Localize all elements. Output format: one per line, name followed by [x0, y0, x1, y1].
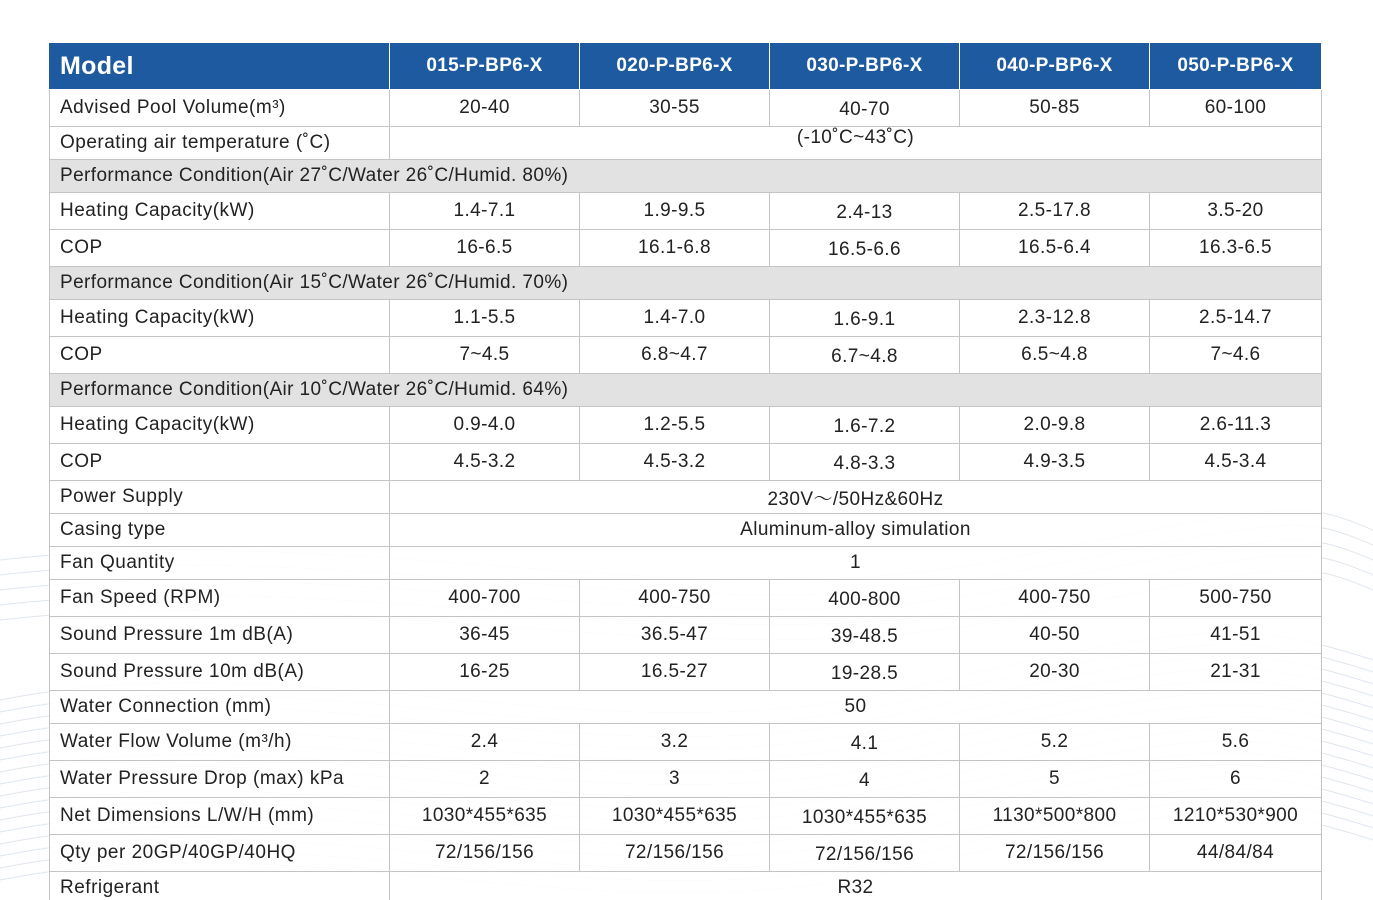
cell-value: 7~4.5 — [390, 337, 580, 374]
cell-value: 2.5-17.8 — [960, 193, 1150, 230]
row-label: Power Supply — [50, 481, 390, 514]
cell-value: 36.5-47 — [580, 617, 770, 654]
row-water-connection — [50, 691, 1322, 724]
cell-value: 50-85 — [960, 90, 1150, 127]
cell-value: 44/84/84 — [1150, 835, 1322, 872]
cell-value: 16-25 — [390, 654, 580, 691]
cell-value: 400-750 — [580, 580, 770, 617]
cell-value: 16.1-6.8 — [580, 230, 770, 267]
cell-value: 1030*455*635 — [390, 798, 580, 835]
cell-value: 1030*455*635 — [770, 798, 960, 835]
cell-value: 7~4.6 — [1150, 337, 1322, 374]
cell-value: 4.5-3.2 — [580, 444, 770, 481]
row-casing-type — [50, 514, 1322, 547]
section-condition-10 — [50, 374, 1322, 407]
row-label: Qty per 20GP/40GP/40HQ — [50, 835, 390, 872]
cell-value: 20-40 — [390, 90, 580, 127]
cell-value: 3 — [580, 761, 770, 798]
row-label: Fan Speed (RPM) — [50, 580, 390, 617]
cell-value: 19-28.5 — [770, 654, 960, 691]
cell-value: 3.5-20 — [1150, 193, 1322, 230]
row-label: COP — [50, 230, 390, 267]
model-name: 050-P-BP6-X — [1150, 43, 1322, 90]
model-name: 030-P-BP6-X — [770, 43, 960, 90]
cell-value: 4 — [770, 761, 960, 798]
cell-value: 16.5-27 — [580, 654, 770, 691]
row-label: Sound Pressure 1m dB(A) — [50, 617, 390, 654]
cell-value: 16.3-6.5 — [1150, 230, 1322, 267]
section-title: Performance Condition(Air 10˚C/Water 26˚C/Humid. 64%) — [50, 374, 1322, 407]
section-title: Performance Condition(Air 15˚C/Water 26˚C/Humid. 70%) — [50, 267, 1322, 300]
row-power-supply — [50, 481, 1322, 514]
cell-value: 30-55 — [580, 90, 770, 127]
cell-value: 72/156/156 — [390, 835, 580, 872]
cell-value-merged: 230V～/50Hz&60Hz — [390, 481, 1322, 514]
row-label: Water Flow Volume (m³/h) — [50, 724, 390, 761]
row-label: Water Pressure Drop (max) kPa — [50, 761, 390, 798]
row-label: Heating Capacity(kW) — [50, 193, 390, 230]
row-water-flow — [50, 724, 1322, 761]
model-header: Model — [50, 43, 390, 90]
row-net-dimensions — [50, 798, 1322, 835]
cell-value: 60-100 — [1150, 90, 1322, 127]
row-water-pressure-drop — [50, 761, 1322, 798]
cell-value: 36-45 — [390, 617, 580, 654]
cell-value-merged: 50 — [390, 691, 1322, 724]
cell-value: 3.2 — [580, 724, 770, 761]
cell-value: 400-700 — [390, 580, 580, 617]
cell-value: 40-50 — [960, 617, 1150, 654]
row-label: Net Dimensions L/W/H (mm) — [50, 798, 390, 835]
cell-value: 1.1-5.5 — [390, 300, 580, 337]
cell-value: 2.0-9.8 — [960, 407, 1150, 444]
cell-value: 16.5-6.4 — [960, 230, 1150, 267]
model-name: 040-P-BP6-X — [960, 43, 1150, 90]
row-heating-capacity-a — [50, 193, 1322, 230]
row-label: Sound Pressure 10m dB(A) — [50, 654, 390, 691]
row-heating-capacity-c — [50, 407, 1322, 444]
cell-value: 1210*530*900 — [1150, 798, 1322, 835]
row-label: Heating Capacity(kW) — [50, 300, 390, 337]
section-condition-15 — [50, 267, 1322, 300]
cell-value: 500-750 — [1150, 580, 1322, 617]
cell-value: 2 — [390, 761, 580, 798]
cell-value: 5 — [960, 761, 1150, 798]
cell-value: 4.1 — [770, 724, 960, 761]
cell-value: 4.9-3.5 — [960, 444, 1150, 481]
row-label: COP — [50, 337, 390, 374]
cell-value: 72/156/156 — [770, 835, 960, 872]
row-label: Water Connection (mm) — [50, 691, 390, 724]
cell-value: 16-6.5 — [390, 230, 580, 267]
cell-value: 1.2-5.5 — [580, 407, 770, 444]
cell-value: 39-48.5 — [770, 617, 960, 654]
row-fan-quantity — [50, 547, 1322, 580]
cell-value: 6 — [1150, 761, 1322, 798]
row-sound-pressure-10m — [50, 654, 1322, 691]
cell-value-merged: (-10˚C~43˚C) — [390, 127, 1322, 160]
cell-value: 21-31 — [1150, 654, 1322, 691]
cell-value: 400-750 — [960, 580, 1150, 617]
row-label: Casing type — [50, 514, 390, 547]
cell-value: 40-70 — [770, 90, 960, 127]
row-label: Operating air temperature (˚C) — [50, 127, 390, 160]
row-label: Advised Pool Volume(m³) — [50, 90, 390, 127]
cell-value: 41-51 — [1150, 617, 1322, 654]
cell-value: 6.8~4.7 — [580, 337, 770, 374]
row-sound-pressure-1m — [50, 617, 1322, 654]
cell-value: 2.6-11.3 — [1150, 407, 1322, 444]
cell-value: 4.5-3.4 — [1150, 444, 1322, 481]
cell-value-merged: Aluminum-alloy simulation — [390, 514, 1322, 547]
cell-value: 2.5-14.7 — [1150, 300, 1322, 337]
cell-value: 16.5-6.6 — [770, 230, 960, 267]
cell-value: 6.7~4.8 — [770, 337, 960, 374]
cell-value-merged: R32 — [390, 872, 1322, 900]
row-pool-volume — [50, 90, 1322, 127]
cell-value: 4.5-3.2 — [390, 444, 580, 481]
row-refrigerant — [50, 872, 1322, 900]
row-heating-capacity-b — [50, 300, 1322, 337]
cell-value-merged: 1 — [390, 547, 1322, 580]
row-air-temperature — [50, 127, 1322, 160]
cell-value: 6.5~4.8 — [960, 337, 1150, 374]
header-row — [50, 43, 1322, 90]
cell-value: 5.2 — [960, 724, 1150, 761]
row-fan-speed — [50, 580, 1322, 617]
row-container-qty — [50, 835, 1322, 872]
cell-value: 1130*500*800 — [960, 798, 1150, 835]
row-label: Fan Quantity — [50, 547, 390, 580]
cell-value: 5.6 — [1150, 724, 1322, 761]
cell-value: 1.6-7.2 — [770, 407, 960, 444]
cell-value: 1030*455*635 — [580, 798, 770, 835]
cell-value: 72/156/156 — [580, 835, 770, 872]
cell-value: 1.4-7.0 — [580, 300, 770, 337]
cell-value: 2.4-13 — [770, 193, 960, 230]
cell-value: 4.8-3.3 — [770, 444, 960, 481]
cell-value: 20-30 — [960, 654, 1150, 691]
row-cop-a — [50, 230, 1322, 267]
cell-value: 0.9-4.0 — [390, 407, 580, 444]
section-title: Performance Condition(Air 27˚C/Water 26˚C/Humid. 80%) — [50, 160, 1322, 193]
model-name: 020-P-BP6-X — [580, 43, 770, 90]
row-cop-c — [50, 444, 1322, 481]
cell-value: 72/156/156 — [960, 835, 1150, 872]
cell-value: 1.6-9.1 — [770, 300, 960, 337]
cell-value: 2.3-12.8 — [960, 300, 1150, 337]
cell-value: 1.9-9.5 — [580, 193, 770, 230]
row-label: Refrigerant — [50, 872, 390, 900]
row-label: COP — [50, 444, 390, 481]
section-condition-27 — [50, 160, 1322, 193]
cell-value: 400-800 — [770, 580, 960, 617]
row-cop-b — [50, 337, 1322, 374]
cell-value: 1.4-7.1 — [390, 193, 580, 230]
spec-table — [49, 42, 1322, 900]
cell-value: 2.4 — [390, 724, 580, 761]
row-label: Heating Capacity(kW) — [50, 407, 390, 444]
model-name: 015-P-BP6-X — [390, 43, 580, 90]
